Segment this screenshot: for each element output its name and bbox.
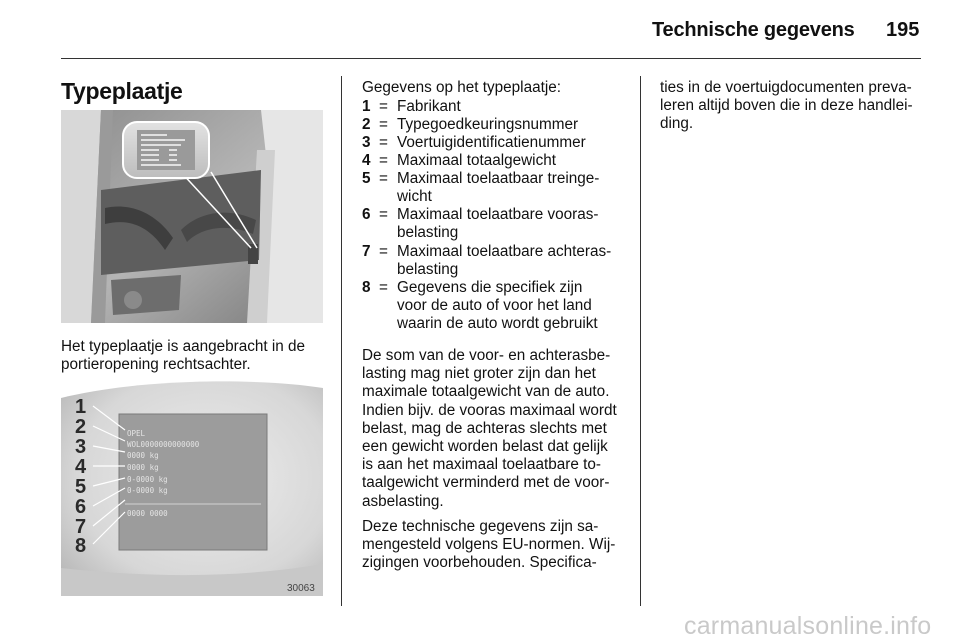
callout-number-2: 2: [75, 416, 87, 438]
plate-line-7: 0000 0000: [127, 509, 168, 518]
column-divider-1: [341, 76, 342, 606]
paragraph-axle-load: [362, 347, 634, 511]
legend-item-number: 5: [362, 170, 371, 187]
paragraph-line: zigingen voorbehouden. Specifica-: [362, 554, 597, 572]
paragraph-line: mengesteld volgens EU-normen. Wij-: [362, 536, 616, 554]
page-header-title: Technische gegevens: [652, 19, 855, 41]
legend-item-number: 4: [362, 152, 371, 169]
paragraph-line: taalgewicht verminderd met de voor-: [362, 474, 610, 492]
paragraph-eu-norms: [362, 518, 634, 573]
watermark-text: carmanualsonline.info: [684, 612, 932, 640]
callout-number-4: 4: [75, 456, 87, 478]
callout-number-5: 5: [75, 476, 87, 498]
door-opening-photo: [61, 110, 323, 323]
legend-item-label-line: wicht: [397, 188, 432, 206]
paragraph-line: Deze technische gegevens zijn sa-: [362, 518, 599, 535]
legend-item-equals: =: [379, 170, 388, 187]
figure-reference-number: 30063: [287, 583, 315, 594]
paragraph-line: een gewicht worden belast dat gelijk: [362, 438, 608, 456]
legend-item-label: [397, 152, 632, 170]
callout-number-1: 1: [75, 396, 87, 418]
legend-item-label-line: Voertuigidentificatienummer: [397, 134, 586, 151]
callout-number-8: 8: [75, 535, 87, 557]
legend-item-label: [397, 243, 632, 279]
paragraph-line: leren altijd boven die in deze handlei-: [660, 97, 913, 115]
legend-item-number: 7: [362, 243, 371, 260]
legend-item-equals: =: [379, 152, 388, 169]
legend-item-label-line: Maximaal toelaatbaar treinge-: [397, 170, 600, 187]
figure1-caption: [61, 338, 331, 374]
legend-item-equals: =: [379, 243, 388, 260]
legend-item-label-line: waarin de auto wordt gebruikt: [397, 315, 598, 333]
legend-item-label-line: Fabrikant: [397, 98, 461, 115]
callout-number-7: 7: [75, 516, 87, 538]
legend-intro: Gegevens op het typeplaatje:: [362, 79, 562, 96]
figure1-caption-line-1: Het typeplaatje is aangebracht in de: [61, 338, 306, 355]
paragraph-line: lasting mag niet groter zijn dan het: [362, 365, 596, 383]
legend-item-label: [397, 206, 632, 242]
legend-item-equals: =: [379, 134, 388, 151]
column-divider-2: [640, 76, 641, 606]
paragraph-line: asbelasting.: [362, 492, 444, 510]
plate-line-6: 0-0000 kg: [127, 486, 168, 495]
plate-line-3: 0000 kg: [127, 451, 159, 460]
callout-number-3: 3: [75, 436, 87, 458]
paragraph-vehicle-documents: [660, 79, 922, 134]
legend-item-number: 2: [362, 116, 371, 133]
page-number: 195: [886, 19, 920, 41]
legend-item-label: [397, 279, 632, 334]
legend-item-number: 8: [362, 279, 371, 296]
legend-item-number: 6: [362, 206, 371, 223]
callout-number-6: 6: [75, 496, 87, 518]
legend-item-equals: =: [379, 279, 388, 296]
legend-item-label-line: belasting: [397, 261, 459, 279]
door-opening-illustration: [61, 110, 323, 323]
type-plate-illustration: [61, 378, 323, 596]
legend-item-label-line: Maximaal toelaatbare vooras-: [397, 206, 599, 223]
plate-line-5: 0-0000 kg: [127, 475, 168, 484]
section-title: Typeplaatje: [61, 78, 183, 104]
legend-item-label: [397, 134, 632, 152]
figure1-caption-line-2: portieropening rechtsachter.: [61, 356, 251, 374]
plate-line-4: 0000 kg: [127, 463, 159, 472]
paragraph-line: ding.: [660, 115, 694, 133]
legend-item-label-line: voor de auto of voor het land: [397, 297, 592, 315]
legend-item-label-line: Typegoedkeuringsnummer: [397, 116, 579, 133]
paragraph-line: is aan het maximaal toelaatbare to-: [362, 456, 601, 474]
legend-item-label-line: Maximaal totaalgewicht: [397, 152, 556, 169]
legend-item-label: [397, 98, 632, 116]
type-plate-photo: [61, 378, 323, 596]
legend-item-equals: =: [379, 116, 388, 133]
legend-item-label-line: Gegevens die specifiek zijn: [397, 279, 583, 296]
legend-item-label-line: belasting: [397, 224, 459, 242]
plate-line-2: WOL0000000000000: [127, 440, 200, 449]
header-divider: [61, 58, 921, 59]
paragraph-line: Indien bijv. de vooras maximaal wordt: [362, 401, 617, 419]
legend-item-equals: =: [379, 206, 388, 223]
legend-item-label: [397, 170, 632, 206]
paragraph-line: ties in de voertuigdocumenten preva-: [660, 79, 912, 96]
legend-item-label: [397, 116, 632, 134]
legend-item-equals: =: [379, 98, 388, 115]
legend-item-label-line: Maximaal toelaatbare achteras-: [397, 243, 612, 260]
paragraph-line: De som van de voor- en achterasbe-: [362, 347, 611, 364]
paragraph-line: maximale totaalgewicht van de auto.: [362, 383, 610, 401]
legend-item-number: 1: [362, 98, 371, 115]
legend-item-number: 3: [362, 134, 371, 151]
paragraph-line: belast, mag de achteras slechts met: [362, 419, 607, 437]
plate-line-1: OPEL: [127, 429, 146, 438]
